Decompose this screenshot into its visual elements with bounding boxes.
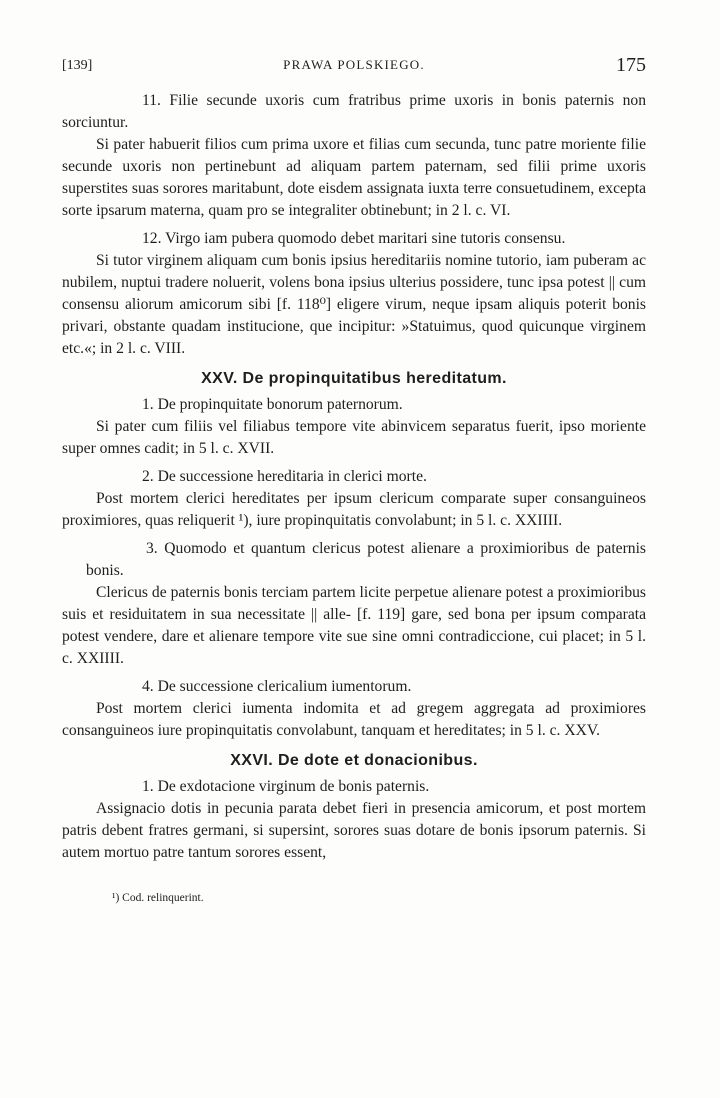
section-heading: XXVI. De dote et donacionibus. [230, 752, 478, 769]
paragraph: Clericus de paternis bonis terciam partem licite perpetue alienare potest a proximioribus suis et residuitatem in sua necessitate || alle- [f. 119] gare, sed bona per ipsum comparata potest vendere, dare et alienare tempore vite sue sine omni contradiccione, cui placet; in 5 l. c. XXIIII. [62, 584, 646, 667]
section-heading: XXV. De propinquitatibus hereditatum. [201, 370, 507, 387]
subsection-heading: 2. De successione hereditaria in clerici morte. [142, 468, 427, 485]
paragraph: Assignacio dotis in pecunia parata debet fieri in presencia amicorum, et post mortem patris debent fratres germani, si supersint, sorores suas dotare de bonis ipsorum paternis. Si autem mortuo patre tantum sorores essent, [62, 800, 646, 861]
header-page-ref: [139] [62, 58, 93, 73]
paragraph: Si pater cum filiis vel filiabus tempore vite abinvicem separatus fuerit, ipso moriente super omnes cadit; in 5 l. c. XVII. [62, 418, 646, 457]
footnote: ¹) Cod. relinquerint. [112, 892, 204, 904]
subsection-heading: 11. Filie secunde uxoris cum fratribus prime uxoris in bonis paternis non sorciuntur. [62, 92, 646, 131]
subsection-heading: 1. De propinquitate bonorum paternorum. [142, 396, 403, 413]
paragraph: Post mortem clerici iumenta indomita et ad gregem aggregata ad proximiores consanguineos iure propinquitatis convolabunt, tanquam et hereditates; in 5 l. c. XXV. [62, 700, 646, 739]
paragraph: Si pater habuerit filios cum prima uxore et filias cum secunda, tunc patre moriente filie secunde uxoris non pertinebunt ad aliquam partem paternam, sed filii prime uxoris superstites suas sorores maritabunt, dote eisdem assignata iuxta terre consuetudinem, excepta sorte ipsarum materna, quam pro se integraliter obtinebunt; in 2 l. c. VI. [62, 136, 646, 219]
subsection-heading: 1. De exdotacione virginum de bonis paternis. [142, 778, 430, 795]
subsection-heading: 4. De successione clericalium iumentorum. [142, 678, 412, 695]
subsection-heading: 12. Virgo iam pubera quomodo debet maritari sine tutoris consensu. [142, 230, 566, 247]
paragraph: Si tutor virginem aliquam cum bonis ipsius hereditariis nomine tutorio, iam puberam ac nubilem, nuptui tradere noluerit, volens bona ipsius ulterius possidere, tunc ipsa potest || cum consensu aliorum amicorum sibi [f. 118⁰] eligere virum, neque ipsam aliquis poterit bonis privari, obstante quadam institucione, que incipitur: »Statuimus, quod quicunque virginem etc.«; in 2 l. c. VIII. [62, 252, 646, 357]
paragraph: Post mortem clerici hereditates per ipsum clericum comparate super consanguineos proximiores, quas reliquerit ¹), iure propinquitatis convolabunt; in 5 l. c. XXIIII. [62, 490, 646, 529]
subsection-heading: 3. Quomodo et quantum clericus potest alienare a proximioribus de paternis bonis. [86, 540, 646, 579]
page [62, 50, 646, 904]
header-title: PRAWA POLSKIEGO. [283, 57, 425, 72]
page-number: 175 [616, 54, 646, 76]
running-header [62, 50, 646, 84]
